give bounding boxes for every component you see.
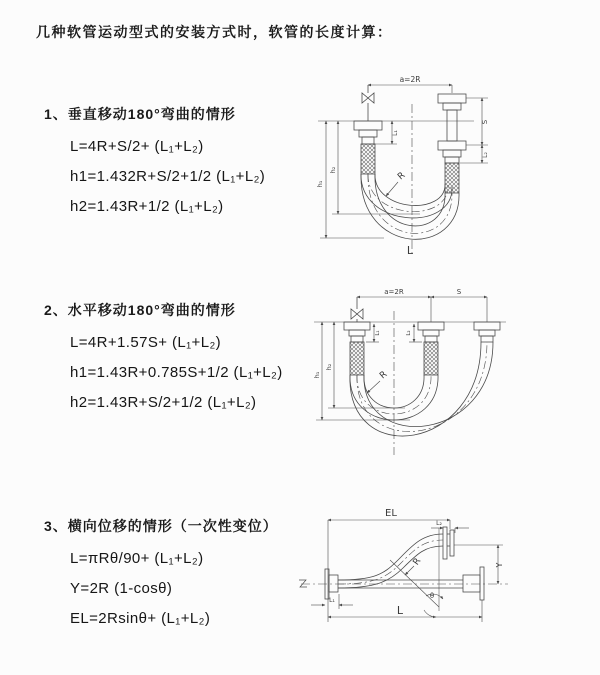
- section-2-heading: 2、水平移动180°弯曲的情形: [44, 302, 236, 318]
- section-3-heading: 3、横向位移的情形（一次性变位）: [44, 518, 278, 534]
- hose-curves: [361, 174, 459, 239]
- section-horizontal-travel: [44, 300, 283, 418]
- formula-Y: Y=2R (1-cosθ): [70, 580, 173, 597]
- formula-h1: h1=1.43R+0.785S+1/2 (L₁+L₂): [70, 364, 283, 381]
- left-flange-connector: [354, 121, 382, 174]
- dim-label-L1: L₁: [392, 130, 399, 136]
- dim-label-R: R: [378, 369, 390, 382]
- dim-label-L2: L₂: [482, 152, 489, 158]
- dim-label-S: S: [481, 119, 489, 125]
- dim-label-h2: h₂: [325, 363, 333, 371]
- diagram-horizontal-travel-ubend: [310, 283, 555, 463]
- right-flange: [463, 567, 484, 600]
- dim-label-theta: θ: [429, 592, 435, 600]
- dim-label-Y: Y: [495, 562, 504, 568]
- formula-h1: h1=1.432R+S/2+1/2 (L₁+L₂): [70, 168, 266, 185]
- dim-label-a2r: a=2R: [399, 75, 421, 84]
- dimension-L: [328, 600, 482, 622]
- section-1-heading: 1、垂直移动180°弯曲的情形: [44, 106, 236, 122]
- formula-h2: h2=1.43R+1/2 (L₁+L₂): [70, 198, 224, 215]
- dimension-S: [431, 297, 487, 322]
- dim-label-L1: L₁: [329, 597, 335, 604]
- dim-label-a2r: a=2R: [384, 288, 404, 296]
- braided-hose-section: [361, 144, 375, 174]
- formula-L: L=4R+S/2+ (L₁+L₂): [70, 138, 204, 155]
- dim-label-L: L: [406, 244, 414, 257]
- radius-leader: [386, 182, 398, 196]
- upper-flange: [443, 527, 454, 559]
- dim-label-R: R: [396, 170, 408, 183]
- dim-label-L: L: [396, 604, 404, 617]
- radius-leader: [367, 381, 380, 393]
- middle-flange-connector: [418, 322, 444, 375]
- page-title: 几种软管运动型式的安装方式时，软管的长度计算：: [36, 24, 393, 40]
- left-flange-connector: [344, 322, 370, 375]
- formula-EL: EL=2Rsinθ+ (L₁+L₂): [70, 610, 211, 627]
- radius-leader: [405, 566, 414, 575]
- dim-label-h1: h₁: [313, 371, 321, 379]
- section-lateral-offset: [44, 516, 278, 634]
- dimension-h2: [332, 121, 420, 214]
- dim-label-EL: EL: [385, 508, 397, 519]
- dim-label-L2: L₂: [436, 520, 442, 527]
- formula-L: L=πRθ/90+ (L₁+L₂): [70, 550, 204, 567]
- diagram-lateral-offset: [293, 503, 578, 648]
- braided-hose-section: [424, 342, 438, 375]
- dim-label-S: S: [456, 288, 462, 296]
- section-vertical-travel: [44, 104, 265, 222]
- dim-label-h2: h₂: [329, 166, 337, 174]
- dimension-a-2R: [368, 85, 452, 93]
- dim-label-L2: L₂: [406, 330, 412, 336]
- dim-label-h1: h₁: [316, 180, 324, 188]
- valve-icon: [362, 85, 374, 121]
- diagram-vertical-travel-ubend: [312, 66, 562, 261]
- dim-label-L1: L₁: [375, 330, 381, 336]
- right-flange-connector: [438, 94, 466, 193]
- centerline-break-mark: [299, 580, 307, 587]
- formula-L: L=4R+1.57S+ (L₁+L₂): [70, 334, 222, 351]
- dim-label-R: R: [411, 556, 424, 568]
- valve-icon: [351, 297, 363, 322]
- braided-hose-section: [350, 342, 364, 375]
- right-flange-connector: [474, 322, 500, 342]
- formula-h2: h2=1.43R+S/2+1/2 (L₁+L₂): [70, 394, 257, 411]
